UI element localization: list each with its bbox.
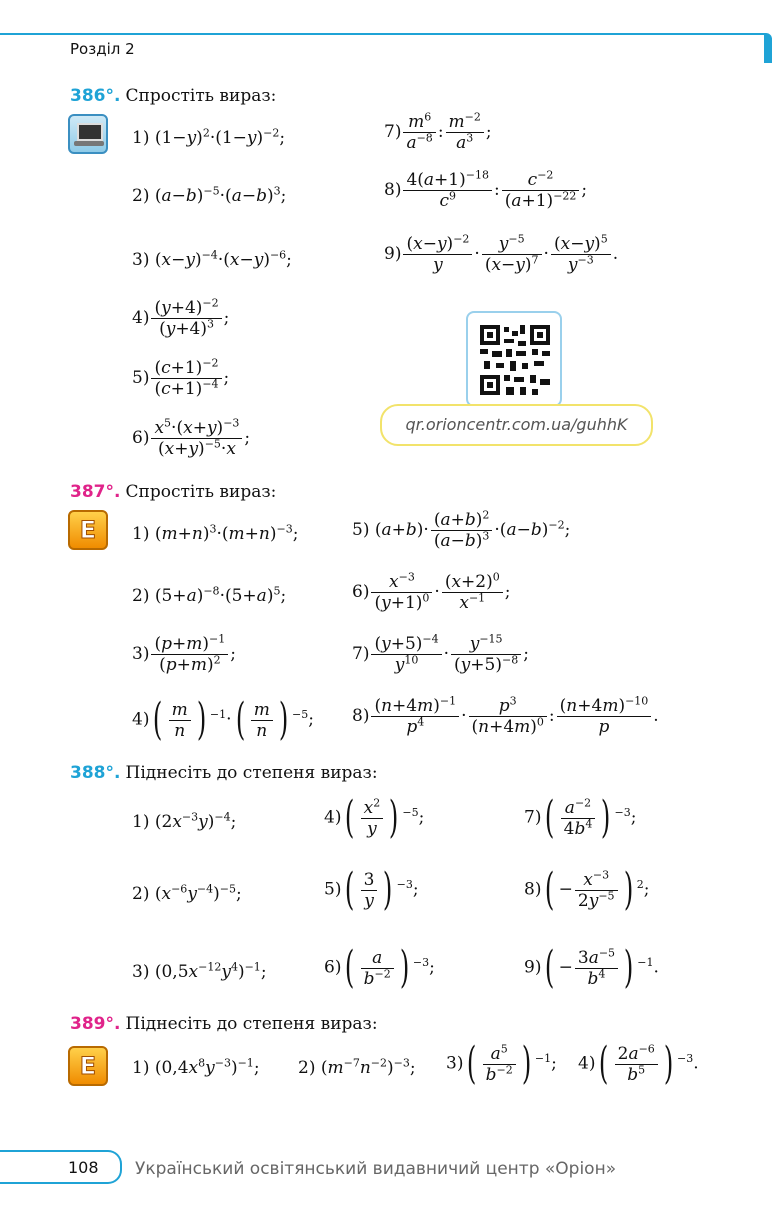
expr-386-9: 9) $\frac{(x-y)^{-2}}{y}$ · $\frac{y^{-5}}{(x-y)^7}$ · $\frac{(x-y)^5}{y^{-3}}$ . [384,232,619,275]
expr-387-5: 5) (a+b)· $\frac{(a+b)^2}{(a-b)^3}$ $\cdot(a-b)^{-2}$; [352,508,571,551]
problem-387-heading [70,482,276,502]
problem-title: Піднесіть до степеня вираз: [125,763,378,783]
problem-388-heading [70,763,378,783]
qr-link[interactable]: qr.orioncentr.com.ua/guhhK [380,404,653,446]
expr-387-6: 6) $\frac{x^{-3}}{(y+1)^0}$ · $\frac{(x+2)^0}{x^{-1}}$ ; [352,570,511,613]
expr-386-5: 5) $\frac{(c+1)^{-2}}{(c+1)^{-4}}$ ; [132,356,230,399]
computer-icon [68,114,108,154]
expr-386-1: 1) $(1-y)^2\cdot(1-y)^{-2}$; [132,126,286,148]
expr-386-4: 4) $\frac{(y+4)^{-2}}{(y+4)^3}$ ; [132,296,230,339]
expr-386-2: 2) $(a-b)^{-5}\cdot(a-b)^3$; [132,184,287,206]
page-header [0,33,782,63]
expr-388-4: 4)( $\frac{x^2}{y}$ ) $^{-5}$; [324,792,425,843]
expr-389-3: 3)( $\frac{a^5}{b^{-2}}$ ) $^{-1}$; [446,1038,557,1089]
expr-389-2: 2) $(m^{-7}n^{-2})^{-3}$; [298,1056,416,1078]
expr-388-1: 1) $(2x^{-3}y)^{-4}$; [132,810,237,832]
page-number-tab [0,1150,122,1184]
e-icon: E [68,1046,108,1086]
expr-388-3: 3) $(0,5x^{-12}y^4)^{-1}$; [132,960,267,982]
section-title: Розділ 2 [70,40,135,58]
expr-387-4: 4)( $\frac{m}{n}$ ) $^{-1}$·( $\frac{m}{n}$ ) $^{-5}$; [132,694,314,745]
expr-387-2: 2) $(5+a)^{-8}\cdot(5+a)^5$; [132,584,287,606]
expr-387-8: 8) $\frac{(n+4m)^{-1}}{p^4}$ · $\frac{p^3}{(n+4m)^0}$ : $\frac{(n+4m)^{-10}}{p}$ . [352,694,659,737]
expr-389-1: 1) $(0,4x^8y^{-3})^{-1}$; [132,1056,260,1078]
expr-388-9: 9)( − $\frac{3a^{-5}}{b^4}$ ) $^{-1}$. [524,942,659,993]
problem-389-heading [70,1014,378,1034]
expr-386-7: 7) $\frac{m^6}{a^{-8}}$ : $\frac{m^{-2}}{a^3}$ ; [384,110,492,153]
page-number: 108 [68,1158,99,1177]
problem-number: 389°. [70,1014,121,1034]
problem-title: Спростіть вираз: [125,86,277,106]
qr-icon [480,325,550,395]
expr-388-7: 7)( $\frac{a^{-2}}{4b^4}$ ) $^{-3}$; [524,792,637,843]
expr-388-5: 5)( $\frac{3}{y}$ ) $^{-3}$; [324,864,419,915]
problem-title: Піднесіть до степеня вираз: [125,1014,378,1034]
problem-number: 386°. [70,86,121,106]
expr-388-6: 6)( $\frac{a}{b^{-2}}$ ) $^{-3}$; [324,942,435,993]
problem-number: 387°. [70,482,121,502]
expr-389-4: 4)( $\frac{2a^{-6}}{b^5}$ ) $^{-3}$. [578,1038,699,1089]
expr-387-7: 7) $\frac{(y+5)^{-4}}{y^{10}}$ · $\frac{y^{-15}}{(y+5)^{-8}}$ ; [352,632,529,675]
e-icon: E [68,510,108,550]
expr-387-3: 3) $\frac{(p+m)^{-1}}{(p+m)^2}$ ; [132,632,236,675]
expr-386-8: 8) $\frac{4(a+1)^{-18}}{c^9}$ : $\frac{c^{-2}}{(a+1)^{-22}}$ ; [384,168,588,211]
expr-388-8: 8)( − $\frac{x^{-3}}{2y^{-5}}$ ) $^2$; [524,864,650,915]
expr-386-6: 6) $\frac{x^5\cdot(x+y)^{-3}}{(x+y)^{-5}\cdot x}$ ; [132,416,251,459]
expr-387-1: 1) $(m+n)^3\cdot(m+n)^{-3}$; [132,522,299,544]
expr-386-3: 3) $(x-y)^{-4}\cdot(x-y)^{-6}$; [132,248,292,270]
problem-title: Спростіть вираз: [125,482,277,502]
qr-code[interactable] [466,311,562,407]
problem-386-heading [70,86,276,106]
publisher-name: Український освітянський видавничий центр «Оріон» [135,1159,617,1179]
problem-number: 388°. [70,763,121,783]
expr-388-2: 2) $(x^{-6}y^{-4})^{-5}$; [132,882,242,904]
